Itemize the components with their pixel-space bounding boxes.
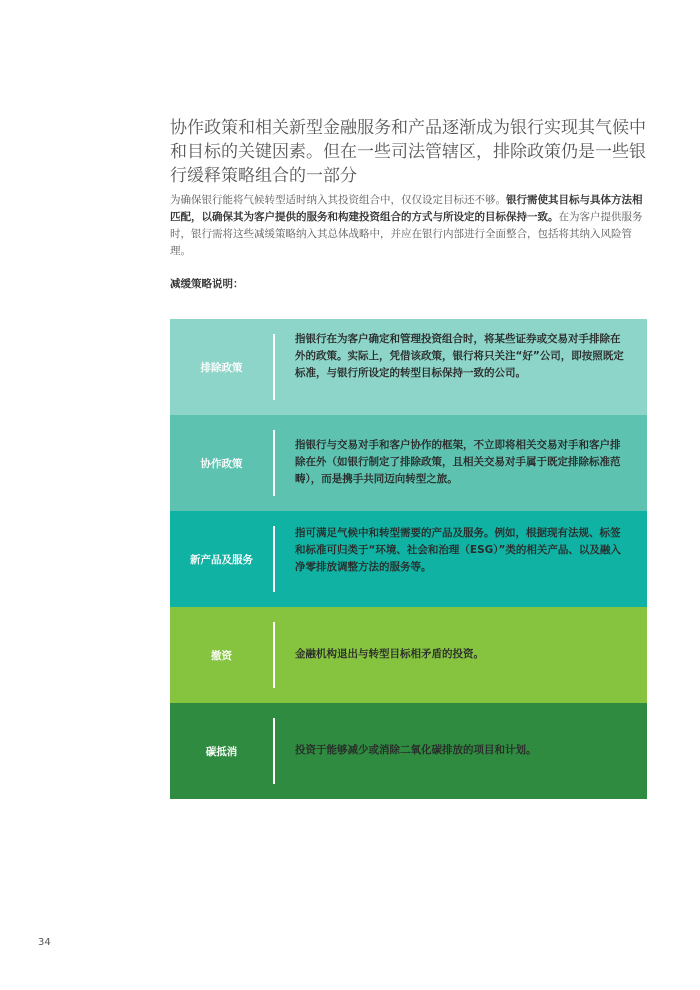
intro-text-1: 为确保银行能将气候转型适时纳入其投资组合中，仅仅设定目标还不够。 xyxy=(170,194,506,206)
strategy-label: 排除政策 xyxy=(200,361,243,374)
section-heading: 协作政策和相关新型金融服务和产品逐渐成为银行实现其气候中和目标的关键因素。但在一些司法管辖区，排除政策仍是一些银行缓释策略组合的一部分 xyxy=(170,118,646,186)
row-divider xyxy=(273,622,275,688)
row-divider xyxy=(273,526,275,592)
strategy-description: 指可满足气候中和转型需要的产品及服务。例如，根据现有法规、标签和标准可归类于“环境、社会和治理（ESG）”类的相关产品、以及融入净零排放调整方法的服务等。 xyxy=(295,527,621,573)
intro-paragraph xyxy=(170,192,648,260)
page-number: 34 xyxy=(38,937,51,948)
strategy-row-carbon-offset xyxy=(170,703,647,799)
strategy-label: 新产品及服务 xyxy=(190,553,253,566)
strategy-label: 碳抵消 xyxy=(205,745,238,758)
strategy-row-new-products xyxy=(170,511,647,607)
row-divider xyxy=(273,718,275,784)
strategies-subheading: 减缓策略说明： xyxy=(170,278,244,290)
intro-text-2: 在为客户提供服务时，银行需将这些减缓策略纳入其总体战略中，并应在银行内部进行全面整合，包括将其纳入风险管理。 xyxy=(170,211,643,257)
row-divider xyxy=(273,334,275,400)
strategy-description: 投资于能够减少或消除二氧化碳排放的项目和计划。 xyxy=(295,744,537,756)
intro-text-bold: 银行需使其目标与具体方法相匹配，以确保其为客户提供的服务和构建投资组合的方式与所设定的目标保持一致。 xyxy=(170,194,643,223)
strategy-description: 指银行与交易对手和客户协作的框架，不立即将相关交易对手和客户排除在外（如银行制定了排除政策，且相关交易对手属于既定排除标准范畴），而是携手共同迈向转型之旅。 xyxy=(295,439,621,485)
strategy-description: 金融机构退出与转型目标相矛盾的投资。 xyxy=(295,648,484,660)
strategies-table xyxy=(170,319,647,799)
strategy-label: 撤资 xyxy=(211,649,232,662)
strategy-row-engagement xyxy=(170,415,647,511)
strategy-label: 协作政策 xyxy=(200,457,243,470)
strategy-description: 指银行在为客户确定和管理投资组合时，将某些证券或交易对手排除在外的政策。实际上，凭借该政策，银行将只关注“好”公司，即按照既定标准，与银行所设定的转型目标保持一致的公司。 xyxy=(295,333,624,379)
strategy-row-exclusion xyxy=(170,319,647,415)
row-divider xyxy=(273,430,275,496)
strategy-row-divestment xyxy=(170,607,647,703)
